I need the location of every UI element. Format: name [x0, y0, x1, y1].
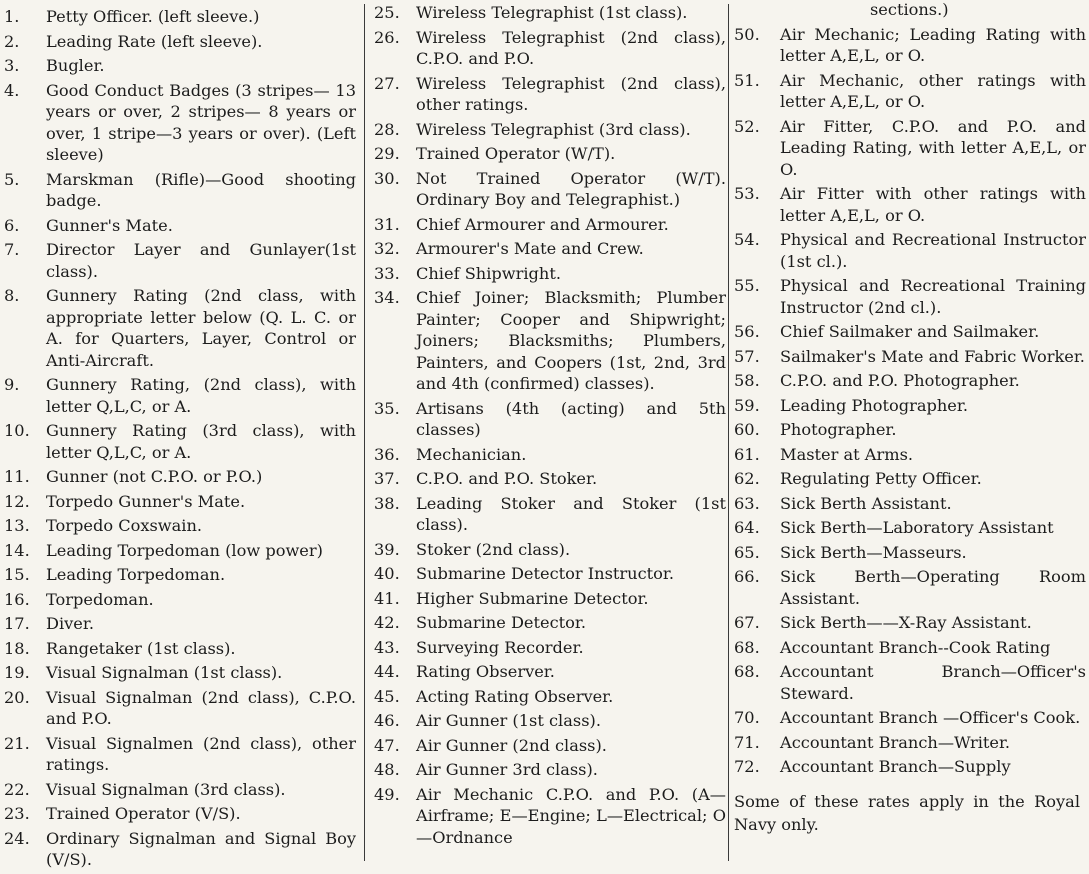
entry-text: Accountant Branch—Officer's Steward.: [780, 662, 1086, 703]
list-item: [4, 589, 356, 611]
entry-text: Visual Signalman (2nd class), C.P.O. and P.O.: [46, 687, 356, 728]
entry-number: 49.: [374, 784, 400, 804]
entry-text: Chief Armourer and Armourer.: [416, 214, 669, 234]
list-item: [4, 515, 356, 537]
entry-text: Petty Officer. (left sleeve.): [46, 7, 260, 26]
list-item: [374, 468, 726, 490]
entry-number: 14.: [4, 540, 30, 560]
entry-text: Stoker (2nd class).: [416, 539, 571, 559]
entry-text: Trained Operator (V/S).: [46, 804, 241, 823]
list-item: [4, 687, 356, 730]
footnote: Some of these rates apply in the Royal Navy only.: [734, 791, 1080, 834]
list-item: [4, 662, 356, 684]
entry-text: C.P.O. and P.O. Photographer.: [780, 371, 1020, 390]
entry-text: Physical and Recreational Instructor (1st cl.).: [780, 230, 1086, 271]
entry-text: Leading Stoker and Stoker (1st class).: [416, 493, 726, 534]
list-item: [374, 637, 726, 659]
entry-text: Surveying Recorder.: [416, 637, 584, 657]
list-item: [4, 540, 356, 562]
entry-text: Bugler.: [46, 56, 105, 75]
entry-number: 24.: [4, 828, 30, 848]
entry-number: 54.: [734, 230, 760, 249]
entry-number: 57.: [734, 346, 760, 366]
column-divider: [364, 4, 365, 861]
entry-text: Gunnery Rating, (2nd class), with letter Q,L,C, or A.: [46, 375, 356, 416]
entry-text: Good Conduct Badges (3 stripes— 13 years or over, 2 stripes— 8 years or over, 1 stripe—3 years or over). (Left sleeve): [46, 80, 356, 164]
list-item: [4, 828, 356, 871]
list-item: [4, 420, 356, 463]
entry-number: 45.: [374, 686, 400, 706]
entry-number: 29.: [374, 144, 400, 163]
list-item: [734, 346, 1086, 368]
entry-number: 55.: [734, 276, 760, 295]
list-item: [4, 613, 356, 635]
entry-text: Chief Joiner; Blacksmith; Plumber Painter; Cooper and Shipwright; Joiners; Blacksmiths; Plumbers, Painters, and Coopers (1st, 2nd, 3rd and 4th (confirmed) classes).: [416, 288, 726, 393]
list-item: [4, 491, 356, 513]
entry-text: Marskman (Rifle)—Good shooting badge.: [46, 169, 356, 210]
entry-text: Air Gunner 3rd class).: [416, 760, 598, 779]
entry-number: 23.: [4, 804, 30, 823]
entry-text: Rating Observer.: [416, 662, 555, 681]
entry-number: 42.: [374, 613, 400, 632]
entry-text: sections.): [870, 0, 949, 19]
entry-number: 5.: [4, 169, 20, 189]
entry-text: Leading Torpedoman (low power): [46, 540, 323, 560]
list-item: [374, 119, 726, 141]
list-item: [4, 215, 356, 237]
entry-number: 59.: [734, 395, 760, 415]
entry-number: 71.: [734, 732, 760, 752]
list-item: [734, 395, 1086, 417]
entry-number: 16.: [4, 589, 30, 609]
entry-text: Sick Berth Assistant.: [780, 493, 952, 513]
entry-text: Sick Berth——X-Ray Assistant.: [780, 613, 1032, 632]
list-item: [734, 517, 1086, 539]
list-item: [374, 214, 726, 236]
entry-number: 30.: [374, 168, 400, 188]
entry-text: Mechanician.: [416, 444, 527, 464]
entry-text: Air Fitter with other ratings with letter A,E,L, or O.: [780, 184, 1086, 225]
entry-text: Leading Photographer.: [780, 395, 968, 415]
entry-text: Accountant Branch —Officer's Cook.: [780, 708, 1081, 727]
entry-number: 44.: [374, 662, 400, 681]
entry-text: Wireless Telegraphist (2nd class), other ratings.: [416, 73, 726, 114]
entry-number: 27.: [374, 73, 400, 93]
column-2: [374, 2, 726, 851]
list-item: [734, 732, 1086, 754]
entry-number: 38.: [374, 493, 400, 513]
entry-number: 17.: [4, 614, 30, 633]
entry-text: Physical and Recreational Training Instructor (2nd cl.).: [780, 276, 1086, 317]
list-item: [374, 238, 726, 260]
list-item: [374, 563, 726, 585]
list-item: [734, 493, 1086, 515]
list-item: [734, 321, 1086, 343]
entry-number: 51.: [734, 70, 760, 90]
entry-text: Wireless Telegraphist (2nd class), C.P.O. and P.O.: [416, 27, 726, 68]
entry-number: 15.: [4, 565, 30, 584]
entry-text: Submarine Detector.: [416, 613, 587, 632]
entry-number: 61.: [734, 444, 760, 464]
entry-number: 21.: [4, 733, 30, 753]
entry-number: 72.: [734, 757, 760, 776]
entry-number: 34.: [374, 288, 400, 307]
list-item: [374, 735, 726, 757]
entry-number: 68.: [734, 637, 760, 657]
list-item: [4, 80, 356, 166]
list-item: [374, 612, 726, 634]
entry-number: 1.: [4, 7, 20, 26]
entry-text: Leading Rate (left sleeve).: [46, 31, 263, 51]
entry-number: 11.: [4, 467, 30, 486]
entry-text: Visual Signalman (3rd class).: [46, 779, 286, 799]
list-item: [4, 31, 356, 53]
entry-number: 62.: [734, 469, 760, 488]
entry-text: Air Fitter, C.P.O. and P.O. and Leading Rating, with letter A,E,L, or O.: [780, 116, 1086, 179]
entry-number: 63.: [734, 493, 760, 513]
entry-number: 43.: [374, 637, 400, 657]
list-item: [374, 784, 726, 849]
entry-number: 39.: [374, 539, 400, 559]
entry-text: Sick Berth—Operating Room Assistant.: [780, 567, 1086, 608]
list-item: [734, 183, 1086, 226]
entry-text: Submarine Detector Instructor.: [416, 564, 675, 583]
list-item: [374, 143, 726, 165]
list-item: [4, 55, 356, 77]
entry-text: Gunner's Mate.: [46, 215, 173, 235]
entry-text: Sick Berth—Laboratory Assistant: [780, 518, 1054, 537]
entry-number: 68.: [734, 662, 760, 681]
list-item: [374, 73, 726, 116]
entry-text: Trained Operator (W/T).: [416, 144, 616, 163]
entry-text: Sick Berth—Masseurs.: [780, 542, 967, 562]
entry-text: Accountant Branch—Writer.: [780, 732, 1011, 752]
entry-number: 18.: [4, 638, 30, 658]
list-item: [734, 116, 1086, 181]
entry-text: Accountant Branch—Supply: [780, 757, 1011, 776]
entry-number: 47.: [374, 735, 400, 755]
entry-number: 52.: [734, 116, 760, 136]
list-item: [4, 779, 356, 801]
entry-text: Armourer's Mate and Crew.: [416, 239, 644, 258]
list-item: [374, 398, 726, 441]
entry-text: Rangetaker (1st class).: [46, 638, 236, 658]
list-item: [374, 287, 726, 395]
entry-number: 13.: [4, 516, 30, 535]
list-item: [734, 444, 1086, 466]
entry-text: Acting Rating Observer.: [416, 686, 614, 706]
list-item: [374, 2, 726, 24]
entry-number: 41.: [374, 588, 400, 608]
entry-number: 36.: [374, 444, 400, 464]
entry-number: 50.: [734, 24, 760, 44]
list-item: [4, 803, 356, 825]
entry-text: Master at Arms.: [780, 444, 914, 464]
entry-text: Air Mechanic C.P.O. and P.O. (A—Airframe; E—Engine; L—Electrical; O—Ordnance: [416, 784, 726, 847]
entry-number: 46.: [374, 711, 400, 730]
entry-text: Accountant Branch--Cook Rating: [780, 637, 1051, 657]
list-item: [734, 24, 1086, 67]
entry-number: 33.: [374, 263, 400, 283]
entry-text: Gunnery Rating (3rd class), with letter Q,L,C, or A.: [46, 421, 356, 462]
entry-number: 31.: [374, 214, 400, 234]
entry-number: 6.: [4, 215, 20, 235]
list-item: [374, 539, 726, 561]
entry-text: Photographer.: [780, 420, 897, 439]
list-item: [374, 686, 726, 708]
entry-text: Artisans (4th (acting) and 5th classes): [416, 398, 726, 439]
entry-number: 22.: [4, 779, 30, 799]
column-3: [734, 2, 1086, 836]
entry-text: Wireless Telegraphist (3rd class).: [416, 119, 691, 139]
entry-text: Visual Signalmen (2nd class), other ratings.: [46, 733, 356, 774]
entry-text: Sailmaker's Mate and Fabric Worker.: [780, 346, 1085, 366]
list-item: [734, 707, 1086, 729]
list-item: [734, 637, 1086, 659]
list-item: [734, 229, 1086, 272]
entry-number: 9.: [4, 375, 20, 394]
entry-text: Air Gunner (1st class).: [416, 711, 601, 730]
entry-text: Ordinary Signalman and Signal Boy (V/S).: [46, 828, 356, 869]
entry-number: 56.: [734, 322, 760, 341]
entry-number: 10.: [4, 421, 30, 440]
list-item: [4, 239, 356, 282]
entry-number: 7.: [4, 240, 20, 259]
entry-text: Torpedoman.: [46, 589, 154, 609]
entry-text: Gunnery Rating (2nd class, with appropriate letter below (Q. L. C. or A. for Quarters, Layer, Control or Anti-Aircraft.: [46, 286, 356, 370]
list-item: [734, 275, 1086, 318]
list-item: [374, 588, 726, 610]
list-item: [734, 612, 1086, 634]
entry-number: 70.: [734, 708, 760, 727]
entry-text: Diver.: [46, 614, 94, 633]
list-item: [4, 733, 356, 776]
list-item: [4, 169, 356, 212]
list-item: [374, 493, 726, 536]
entry-text: Visual Signalman (1st class).: [46, 663, 283, 682]
entry-number: 53.: [734, 184, 760, 203]
list-item: [734, 419, 1086, 441]
column-1: [4, 6, 356, 874]
entry-continuation: [734, 0, 1086, 21]
entry-number: 3.: [4, 56, 20, 75]
entry-number: 65.: [734, 542, 760, 562]
list-item: [4, 466, 356, 488]
list-item: [734, 70, 1086, 113]
entry-number: 32.: [374, 239, 400, 258]
entry-text: Regulating Petty Officer.: [780, 469, 982, 488]
entry-number: 60.: [734, 420, 760, 439]
column-divider: [728, 4, 729, 861]
list-item: [4, 638, 356, 660]
list-item: [734, 468, 1086, 490]
entry-text: Air Mechanic, other ratings with letter A,E,L, or O.: [780, 70, 1086, 111]
entry-number: 4.: [4, 80, 20, 100]
entry-number: 58.: [734, 371, 760, 390]
list-item: [374, 661, 726, 683]
list-item: [374, 27, 726, 70]
entry-number: 37.: [374, 469, 400, 488]
entry-number: 67.: [734, 613, 760, 632]
list-item: [4, 6, 356, 28]
list-item: [374, 759, 726, 781]
entry-number: 25.: [374, 3, 400, 22]
entry-text: Air Mechanic; Leading Rating with letter A,E,L, or O.: [780, 24, 1086, 65]
entry-text: Air Gunner (2nd class).: [416, 735, 607, 755]
list-item: [374, 168, 726, 211]
entry-number: 26.: [374, 27, 400, 47]
list-item: [734, 370, 1086, 392]
list-item: [4, 564, 356, 586]
entry-number: 8.: [4, 286, 20, 305]
entry-text: Torpedo Coxswain.: [46, 516, 203, 535]
entry-number: 28.: [374, 119, 400, 139]
list-item: [4, 285, 356, 371]
entry-text: Leading Torpedoman.: [46, 565, 226, 584]
entry-text: Higher Submarine Detector.: [416, 588, 649, 608]
entry-text: C.P.O. and P.O. Stoker.: [416, 469, 598, 488]
list-item: [734, 661, 1086, 704]
entry-text: Wireless Telegraphist (1st class).: [416, 3, 688, 22]
list-item: [374, 444, 726, 466]
list-item: [734, 756, 1086, 778]
list-item: [734, 566, 1086, 609]
entry-number: 66.: [734, 567, 760, 586]
entry-number: 64.: [734, 518, 760, 537]
entry-number: 20.: [4, 687, 30, 707]
entry-text: Not Trained Operator (W/T). Ordinary Boy and Telegraphist.): [416, 168, 726, 209]
entry-text: Torpedo Gunner's Mate.: [46, 491, 246, 511]
entry-text: Gunner (not C.P.O. or P.O.): [46, 467, 263, 486]
entry-text: Chief Shipwright.: [416, 263, 561, 283]
list-item: [4, 374, 356, 417]
entry-number: 48.: [374, 760, 400, 779]
list-item: [374, 710, 726, 732]
entry-number: 19.: [4, 663, 30, 682]
entry-number: 2.: [4, 31, 20, 51]
entry-number: 35.: [374, 398, 400, 418]
entry-text: Chief Sailmaker and Sailmaker.: [780, 322, 1040, 341]
entry-number: 12.: [4, 491, 30, 511]
entry-text: Director Layer and Gunlayer(1st class).: [46, 240, 356, 281]
list-item: [374, 263, 726, 285]
entry-number: 40.: [374, 564, 400, 583]
list-item: [734, 542, 1086, 564]
